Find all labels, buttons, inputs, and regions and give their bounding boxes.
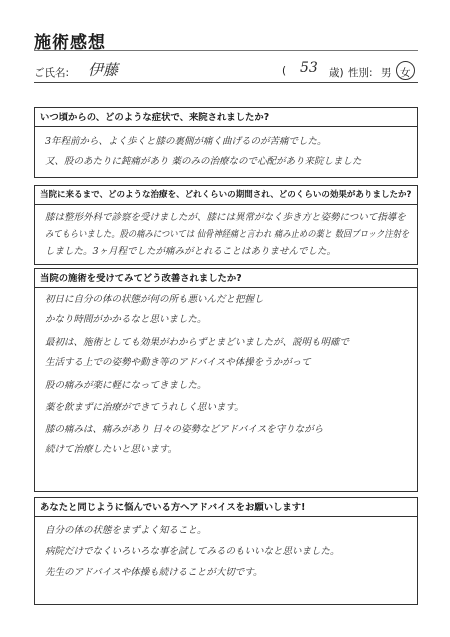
section-symptoms: [34, 107, 418, 178]
answer-line: みてもらいました。股の痛みについては 仙骨神経痛と言われ 痛み止めの薬と 数回ブロック注射を: [45, 229, 410, 240]
form-title: 施術感想: [34, 33, 106, 53]
answer-line: 3年程前から、よく歩くと膝の裏側が痛く曲げるのが苦痛でした。: [45, 136, 327, 147]
answer-line: 自分の体の状態をまずよく知ること。: [45, 525, 207, 536]
section-previous-treatment: [34, 185, 418, 265]
answer-line: しました。3ヶ月程でしたが痛みがとれることはありませんでした。: [45, 246, 337, 257]
age-unit: 歳): [329, 67, 344, 79]
gender-option-male: 男: [381, 67, 392, 79]
name-row-underline: [34, 82, 418, 83]
answer-line: 又、股のあたりに鈍痛があり 薬のみの治療なので心配があり来院しました: [45, 156, 362, 167]
answer-line: 薬を飲まずに治療ができてうれしく思います。: [45, 402, 244, 413]
section-improvement: [34, 268, 418, 492]
answer-line: 股の痛みが楽に軽になってきました。: [45, 380, 207, 391]
section-symptoms-question: いつ頃からの、どのような症状で、来院されましたか?: [35, 108, 417, 127]
section-advice-question: あなたと同じように悩んでいる方へアドバイスをお願いします!: [35, 498, 417, 517]
answer-line: かなり時間がかかるなと思いました。: [45, 314, 207, 325]
title-underline: [34, 50, 418, 51]
section-improvement-question: 当院の施術を受けてみてどう改善されましたか?: [35, 269, 417, 288]
age-open-paren: (: [282, 65, 287, 77]
gender-option-female: 女: [400, 67, 411, 79]
name-label: ご氏名:: [34, 67, 70, 79]
age-value: 53: [300, 60, 318, 76]
answer-line: 先生のアドバイスや体操も続けることが大切です。: [45, 567, 263, 578]
answer-line: 続けて治療したいと思います。: [45, 444, 178, 455]
gender-label: 性別:: [348, 67, 373, 79]
answer-line: 初日に自分の体の状態が何の所も悪いんだと把握し: [45, 294, 264, 305]
answer-line: 膝の痛みは、痛みがあり 日々の姿勢などアドバイスを守りながら: [45, 424, 324, 435]
name-value: 伊藤: [88, 61, 119, 79]
answer-line: 最初は、施術としても効果がわからずとまどいましたが、説明も明確で: [45, 337, 350, 348]
answer-line: 膝は整形外科で診察を受けましたが、膝には異常がなく歩き方と姿勢について指導を: [45, 212, 406, 223]
answer-line: 生活する上での姿勢や動き等のアドバイスや体操をうかがって: [45, 357, 311, 368]
section-advice: [34, 497, 418, 605]
section-previous-treatment-question: 当院に来るまで、どのような治療を、どれくらいの期間され、どのくらいの効果がありましたか?: [35, 186, 417, 205]
answer-line: 病院だけでなくいろいろな事を試してみるのもいいなと思いました。: [45, 546, 340, 557]
